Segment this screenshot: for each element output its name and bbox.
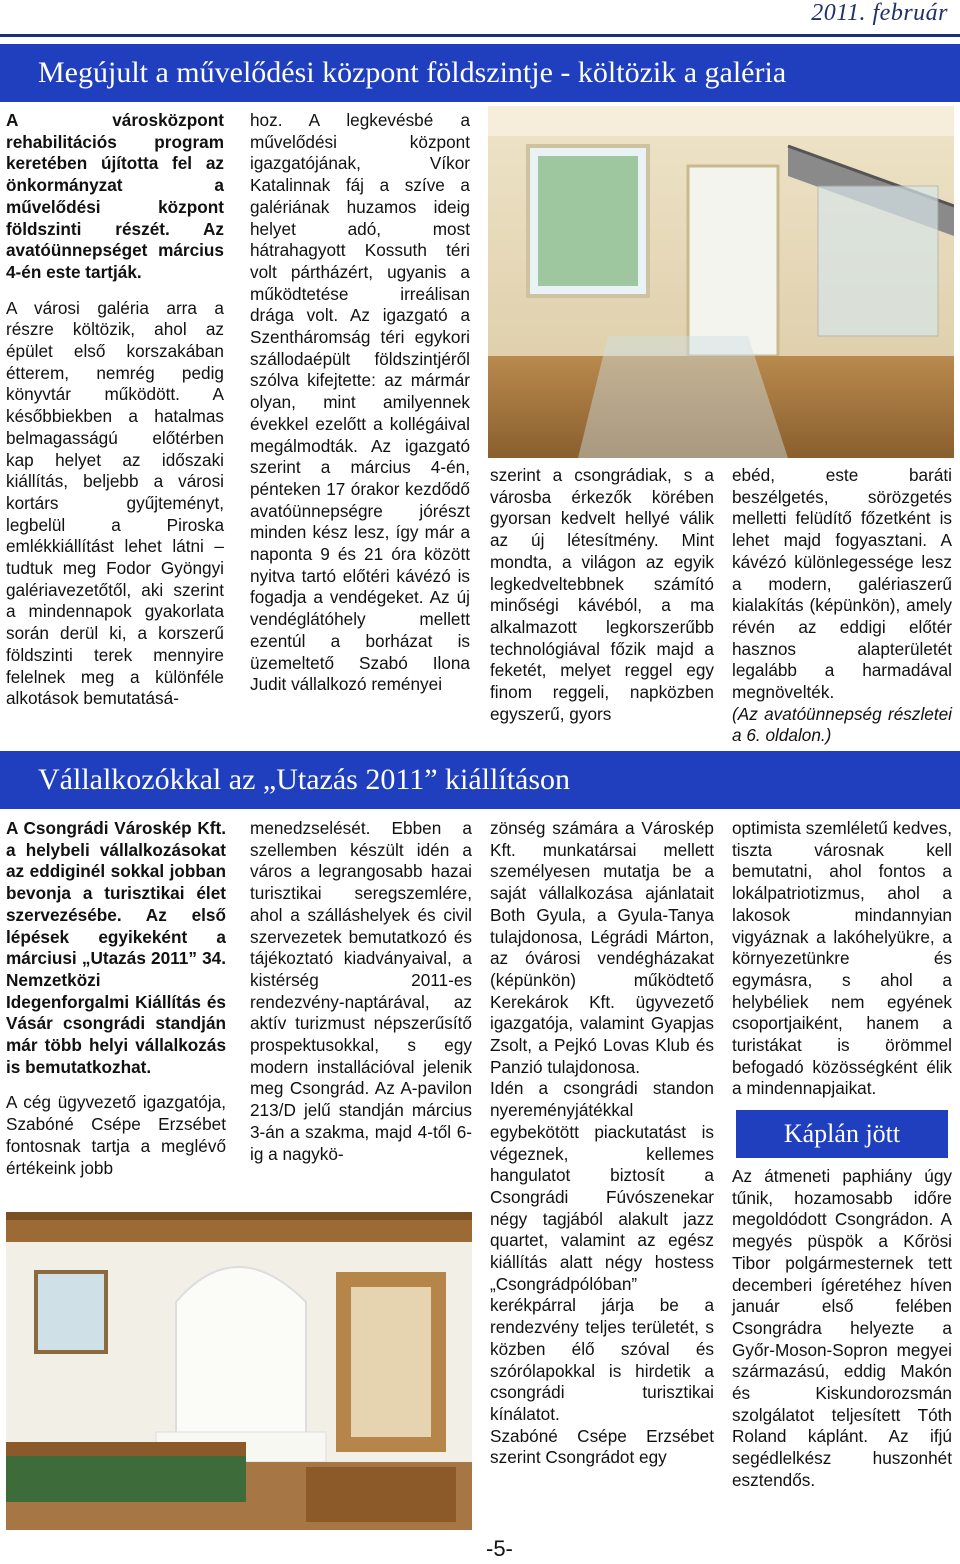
article1-column-4 (732, 465, 952, 755)
article2-col3-text-2: Idén a csongrádi standon nyereményjátékkal egybekötött piackutatást is végeznek, kellemes hangulatot biztosít a Csongrádi Fúvószenekar négy tagjából alakult jazz quartet, valamint az egész kiállítás alatt négy hostess „Csongrádpólóban” kerékpárral járja be a rendezvény teljes területét, s közben élő szóval és szórólapokkal is hirdetik a csongrádi turisztikai kínálatot. (490, 1078, 714, 1424)
header-rule (0, 34, 960, 37)
article3-text: Az átmeneti paphiány úgy tűnik, hozamosabb időre megoldódott Csongrádon. A megyés püspök a Kőrösi Tibor polgármesternek tett decemberi ígéretéhez híven január első felében Csongrádra helyezte a Győr-Moson-Sopron megyei származású, eddig Makón és Kiskundorozsmán szolgálatot teljesített Tóth Roland káplánt. Az ifjú segédlelkész huszonhét esztendős. (732, 1166, 952, 1490)
article3-title: Káplán jött (783, 1119, 901, 1148)
article1-title-banner (0, 44, 960, 102)
issue-date: 2011. február (811, 0, 948, 26)
article2-column-3 (490, 818, 714, 1477)
article2-column-2 (250, 818, 472, 1173)
guesthouse-room-photo (6, 1212, 472, 1530)
page-number: -5- (486, 1536, 513, 1561)
article1-col3-text: szerint a csongrádiak, s a városba érkezők körében gyorsan kedvelt hellyé válik az új létesítmény. Mint mondta, a világon az egyik legkedveltebbnek számító minőségi kávéból, a ma alkalmazott legkorszerűbb technológiával főzik majd a feketét, melyet reggel egy finom reggeli, napközben egyszerű, gyors (490, 465, 714, 724)
article1-col4-text: ebéd, este baráti beszélgetés, sörözgetés melletti felüdítő főzetként is lehet majd fogyasztani. A kávézó különlegessége lesz a modern, galériaszerű kialakítás (képünkön), amely révén az eddigi előtér hasznos alapterületét legalább a harmadával megnövelték. (732, 465, 952, 703)
article1-col1-text: A városi galéria arra a részre költözik, ahol az épület első korszakában étterem, nemrég pedig könyvtár működött. A későbbiekben a hatalmas belmagasságú előtérben kap helyet az időszaki kiállítás, beljebb a városi kortárs gyűjteményt, legbelül a Piroska emlékkiállítást lehet látni – tudtuk meg Fodor Gyöngyi galériavezetőtől, aki szerint a mindennapok gyakorlata során derül ki, a korszerű földszinti terek mennyire felelnek meg a különféle alkotások bemutatásá- (6, 297, 224, 709)
article1-column-2 (250, 110, 470, 704)
article1-continued-note: (Az avatóünnepség részletei a 6. oldalon.) (732, 703, 952, 746)
article2-title-banner (0, 751, 960, 809)
article2-col4-text: optimista szemléletű kedves, tiszta városnak kell bemutatni, ahol fontos a lokálpatriotizmus, ahol a lakosok mindannyian vigyáznak a lakóhelyükre, a környezetünkre és egymásra, s ahol a helybéliek nem egyének csoportjaiként, hanem a turistákat is örömmel befogadó közösségként élik a mindennapjaikat. (732, 818, 952, 1099)
article3-column (732, 1166, 952, 1500)
article2-lead: A Csongrádi Városkép Kft. a helybeli vállalkozásokat az eddiginél sokkal jobban bevonja a turisztikai élet szervezésébe. Az első lépések egyikeként a márciusi „Utazás 2011” 34. Nemzetközi Idegenforgalmi Kiállítás és Vásár csongrádi standján már több helyi vállalkozás is bemutatkozhat. (6, 818, 226, 1077)
article1-title: Megújult a művelődési központ földszintje - költözik a galéria (38, 56, 787, 89)
article2-col3-text-1: zönség számára a Városkép Kft. munkatársai mellett személyesen mutatja be a saját vállalkozása ajánlatait Both Gyula, a Gyula-Tanya tulajdonosa, Légrádi Márton, az óvárosi vendégházakat (képünkön) működtető Kerekárok Kft. ügyvezető igazgatója, valamint Gyapjas Zsolt, a Pejkó Lovas Klub és Panzió tulajdonosa. (490, 818, 714, 1077)
article2-col1-text: A cég ügyvezető igazgatója, Szabóné Csépe Erzsébet fontosnak tartja a meglévő értékeink jobb (6, 1092, 226, 1178)
gallery-interior-photo (488, 106, 954, 458)
article1-col2-text: hoz. A legkevésbé a művelődési központ igazgatójának, Víkor Katalinnak fáj a szíve a galériának huzamos ideig helyet adó, most hátrahagyott Kossuth téri volt pártházért, ugyanis a működtetése irreálisan drága volt. Az igazgató a Szentháromság téri egykori szállodaépült földszintjéről szólva kifejtette: az mármár olyan, mint amilyennek évekkel ezelőtt a kollégáival megálmodták. Az igazgató szerint a március 4-én, pénteken 17 órakor kezdődő avatóünnepségre jórészt minden kész lesz, így már a naponta 9 és 21 óra között nyitva tartó előtéri kávézó is fogadja a vendégeket. Az új vendéglátóhely mellett ezentúl a borházat is üzemeltető Szabó Ilona Judit vállalkozó reményei (250, 110, 470, 695)
article2-column-1 (6, 818, 226, 1187)
article1-column-1 (6, 110, 224, 718)
article2-title: Vállalkozókkal az „Utazás 2011” kiállításon (38, 763, 571, 796)
article1-column-3 (490, 465, 714, 733)
article2-col2-text: menedzselését. Ebben a szellemben készült idén a város a legrangosabb hazai turisztikai seregszemlére, ahol a szálláshelyek és civil szervezetek bemutatkozó és tájékoztató kiadványaival, a kistérség 2011-es rendezvény-naptárával, az aktív turizmust népszerűsítő prospektusokkal, s egy modern installációval jelenik meg Csongrád. Az A-pavilon 213/D jelű standján március 3-án a szakma, majd 4-től 6-ig a nagykö- (250, 818, 472, 1164)
article3-title-box (736, 1110, 948, 1158)
article2-col3-text-3: Szabóné Csépe Erzsébet szerint Csongrádot egy (490, 1425, 714, 1468)
article1-lead: A városközpont rehabilitációs program keretében újította fel az önkormányzat a művelődési központ földszinti részét. Az avatóünnepséget március 4-én este tartják. (6, 110, 224, 282)
article2-column-4 (732, 818, 952, 1108)
